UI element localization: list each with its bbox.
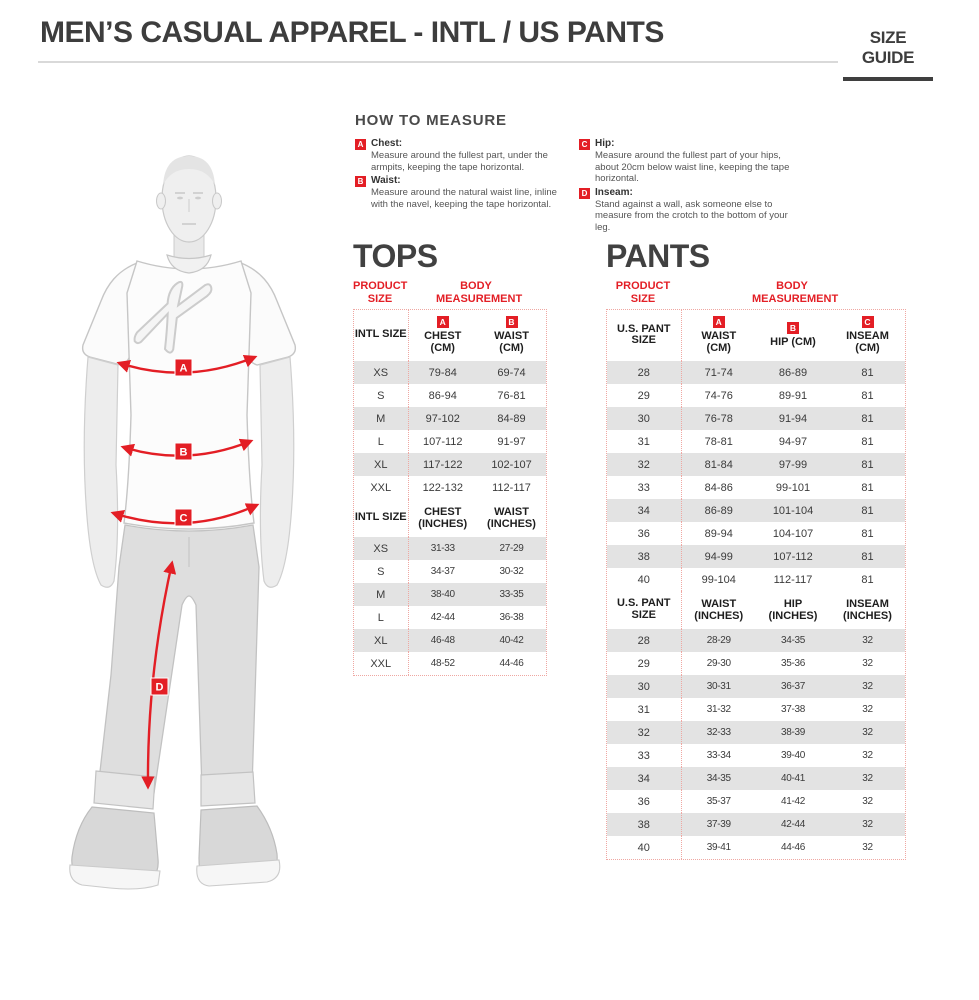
inseam-cell: 32: [862, 658, 873, 669]
waist-cell: 102-107: [477, 453, 546, 476]
pants-inch-waist-header: [681, 591, 756, 629]
waist-cell: 76-81: [497, 389, 526, 402]
waist-cell: 81-84: [681, 453, 756, 476]
size-cell: XXL: [354, 476, 408, 499]
measure-column-left: [355, 138, 571, 235]
inseam-cell: 32: [830, 629, 905, 652]
table-row: [354, 476, 546, 499]
size-cell: 28: [607, 361, 681, 384]
measure-description: Measure around the natural waist line, inline with the navel, keeping the tape horizontal.: [371, 187, 557, 210]
waist-cell: 30-32: [499, 566, 524, 577]
column-label: INSEAM (INCHES): [843, 598, 892, 622]
measure-description: Stand against a wall, ask someone else to measure from the crotch to the bottom of your leg.: [595, 198, 788, 233]
measure-text: [595, 187, 793, 234]
tops-cm-chest-header: [408, 310, 477, 361]
hip-cell: 104-107: [772, 527, 814, 540]
inseam-cell: 32: [830, 813, 905, 836]
hip-cell: 41-42: [780, 796, 806, 807]
product-size-text: PRODUCT SIZE: [615, 280, 671, 305]
measure-text: [595, 138, 793, 185]
figure-arm-left: [84, 357, 118, 587]
table-row: [607, 813, 905, 836]
size-cell: 36: [607, 522, 681, 545]
pants-cm-size-header: U.S. PANT SIZE: [607, 310, 681, 361]
size-cell: 29: [607, 652, 681, 675]
hip-cell: 44-46: [780, 842, 806, 853]
tops-cm-size-header: INTL SIZE: [354, 310, 408, 361]
size-cell: 31: [607, 698, 681, 721]
tops-inch-size-header: INTL SIZE: [354, 499, 408, 537]
table-row: [354, 583, 546, 606]
size-cell: 38: [607, 545, 681, 568]
figure-pants: [98, 525, 259, 793]
chest-cell: 117-122: [408, 453, 477, 476]
inseam-cell: 81: [830, 545, 905, 568]
waist-cell: 69-74: [477, 361, 546, 384]
size-cell: S: [354, 560, 408, 583]
measure-item: [355, 175, 571, 210]
column-label: WAIST (CM): [494, 330, 529, 354]
pants-cm-hip-header: [756, 310, 830, 361]
tops-inch-rows: [354, 537, 546, 675]
inseam-cell: 32: [862, 750, 873, 761]
size-cell: 40: [607, 568, 681, 591]
pants-table: [606, 309, 906, 860]
hip-cell: 107-112: [756, 545, 830, 568]
hip-cell: 35-36: [780, 658, 806, 669]
tops-inch-chest-header: [408, 499, 477, 537]
chest-cell: 46-48: [408, 629, 477, 652]
column-label: INSEAM (CM): [846, 330, 889, 354]
inseam-cell: 81: [830, 407, 905, 430]
column-label: CHEST (CM): [424, 330, 462, 354]
size-guide-tab[interactable]: SIZE GUIDE: [843, 28, 933, 81]
inseam-cell: 32: [862, 796, 873, 807]
tops-title: TOPS: [353, 238, 438, 274]
table-row: [607, 453, 905, 476]
size-cell: XXL: [354, 652, 408, 675]
table-row: [607, 652, 905, 675]
table-row: [607, 744, 905, 767]
chest-cell: 31-33: [408, 537, 477, 560]
hip-cell: 89-91: [778, 389, 808, 402]
table-row: [354, 407, 546, 430]
inseam-cell: 81: [830, 361, 905, 384]
measure-key-badge: A: [355, 139, 366, 150]
tops-cm-header-row: [354, 310, 546, 361]
hip-cell: 39-40: [780, 750, 806, 761]
waist-cell: 31-32: [706, 704, 731, 715]
hip-cell: 36-37: [756, 675, 830, 698]
column-label: CHEST (INCHES): [418, 506, 468, 530]
body-measurement-figure: [55, 135, 335, 945]
waist-cell: 89-94: [704, 527, 733, 540]
column-label: HIP (CM): [770, 335, 816, 348]
waist-cell: 44-46: [499, 658, 524, 669]
marker-b-figure-label: B: [179, 446, 188, 459]
pants-title: PANTS: [606, 238, 710, 274]
pants-inch-header-row: [607, 591, 905, 629]
table-row: [607, 522, 905, 545]
measure-label: Hip:: [595, 138, 615, 149]
table-row: [607, 407, 905, 430]
size-cell: 33: [607, 744, 681, 767]
waist-cell: 29-30: [706, 658, 731, 669]
measure-item: [579, 138, 795, 185]
measure-text: [371, 175, 569, 210]
hip-cell: 42-44: [756, 813, 830, 836]
marker-b-badge: B: [506, 316, 518, 328]
chest-cell: 42-44: [430, 612, 455, 623]
hip-cell: 40-41: [756, 767, 830, 790]
hip-cell: 99-101: [775, 481, 811, 494]
figure-cuff-left: [94, 771, 155, 809]
inseam-cell: 81: [861, 435, 874, 448]
waist-cell: 40-42: [477, 629, 546, 652]
measure-key-badge: D: [579, 188, 590, 199]
table-row: [607, 675, 905, 698]
pants-inch-size-header: U.S. PANT SIZE: [607, 591, 681, 629]
waist-cell: 112-117: [492, 481, 531, 494]
how-to-measure-title: HOW TO MEASURE: [355, 112, 507, 129]
product-size-label: [353, 280, 407, 305]
tops-section: [353, 240, 547, 676]
table-row: [607, 767, 905, 790]
size-cell: S: [354, 384, 408, 407]
header-divider: [38, 61, 838, 63]
size-cell: 32: [607, 453, 681, 476]
size-cell: 30: [607, 675, 681, 698]
waist-cell: 33-35: [477, 583, 546, 606]
hip-cell: 101-104: [756, 499, 830, 522]
waist-cell: 35-37: [706, 796, 731, 807]
waist-cell: 28-29: [681, 629, 756, 652]
body-measurement-label: [407, 280, 545, 305]
pants-cm-header-row: [607, 310, 905, 361]
hip-cell: 38-39: [756, 721, 830, 744]
measure-label: Chest:: [371, 138, 403, 149]
inseam-cell: 81: [830, 499, 905, 522]
column-label: HIP (INCHES): [768, 598, 818, 622]
product-size-label: [606, 280, 680, 305]
table-row: [354, 537, 546, 560]
waist-cell: 94-99: [681, 545, 756, 568]
measure-column-right: [579, 138, 795, 235]
size-cell: L: [354, 430, 408, 453]
waist-cell: 76-78: [681, 407, 756, 430]
table-row: [354, 430, 546, 453]
table-row: [607, 384, 905, 407]
inseam-cell: 32: [830, 767, 905, 790]
waist-cell: 33-34: [706, 750, 731, 761]
table-row: [354, 606, 546, 629]
inseam-cell: 81: [830, 453, 905, 476]
marker-a-badge: A: [713, 316, 725, 328]
pants-column-labels: [606, 280, 906, 305]
table-row: [354, 361, 546, 384]
column-label: WAIST (INCHES): [694, 598, 744, 622]
table-row: [607, 568, 905, 591]
size-cell: XL: [354, 453, 408, 476]
marker-b-badge: B: [787, 322, 799, 334]
pants-cm-inseam-header: [830, 310, 905, 361]
waist-cell: 32-33: [681, 721, 756, 744]
marker-c-badge: C: [862, 316, 874, 328]
size-cell: 29: [607, 384, 681, 407]
waist-cell: 84-86: [704, 481, 733, 494]
size-cell: 28: [607, 629, 681, 652]
size-cell: 33: [607, 476, 681, 499]
size-cell: 38: [607, 813, 681, 836]
figure-cuff-right: [201, 772, 255, 806]
chest-cell: 79-84: [408, 361, 477, 384]
mannequin-illustration: [55, 135, 335, 945]
table-row: [607, 698, 905, 721]
table-row: [607, 476, 905, 499]
tops-cm-rows: [354, 361, 546, 499]
tops-cm-waist-header: [477, 310, 546, 361]
size-cell: XS: [354, 361, 408, 384]
waist-cell: 36-38: [499, 612, 524, 623]
inseam-cell: 32: [830, 721, 905, 744]
figure-arm-right: [260, 357, 294, 587]
table-row: [354, 560, 546, 583]
tops-inch-header-row: [354, 499, 546, 537]
measure-text: [371, 138, 569, 173]
pants-inch-rows: [607, 629, 905, 859]
figure-ear-right: [213, 193, 222, 209]
marker-a-badge: A: [437, 316, 449, 328]
marker-a-figure-label: A: [179, 362, 188, 375]
measure-description: Measure around the fullest part, under the armpits, keeping the tape horizontal.: [371, 150, 548, 173]
hip-cell: 86-89: [756, 361, 830, 384]
inseam-cell: 32: [862, 704, 873, 715]
chest-cell: 38-40: [408, 583, 477, 606]
size-cell: M: [354, 583, 408, 606]
pants-inch-hip-header: [756, 591, 830, 629]
waist-cell: 34-35: [681, 767, 756, 790]
size-cell: 36: [607, 790, 681, 813]
table-row: [607, 629, 905, 652]
marker-d-figure-label: D: [155, 681, 164, 694]
waist-cell: 30-31: [681, 675, 756, 698]
table-row: [607, 430, 905, 453]
table-row: [607, 545, 905, 568]
size-cell: 30: [607, 407, 681, 430]
column-label: WAIST (CM): [701, 330, 737, 354]
waist-cell: 84-89: [477, 407, 546, 430]
measure-key-badge: B: [355, 176, 366, 187]
inseam-cell: 81: [861, 481, 874, 494]
body-measurement-label: [680, 280, 904, 305]
inseam-cell: 32: [830, 675, 905, 698]
waist-cell: 86-89: [681, 499, 756, 522]
chest-cell: 48-52: [430, 658, 455, 669]
tops-column-labels: [353, 280, 547, 305]
inseam-cell: 32: [862, 842, 873, 853]
waist-cell: 74-76: [704, 389, 733, 402]
waist-cell: 78-81: [704, 435, 733, 448]
size-cell: M: [354, 407, 408, 430]
waist-cell: 71-74: [681, 361, 756, 384]
size-cell: L: [354, 606, 408, 629]
waist-cell: 27-29: [477, 537, 546, 560]
measure-item: [579, 187, 795, 234]
inseam-cell: 81: [861, 389, 874, 402]
measure-item: [355, 138, 571, 173]
marker-c-figure-label: C: [179, 512, 188, 525]
product-size-text: PRODUCT SIZE: [353, 280, 408, 305]
waist-cell: 37-39: [681, 813, 756, 836]
size-cell: XL: [354, 629, 408, 652]
pants-cm-rows: [607, 361, 905, 591]
pants-section: [606, 240, 906, 860]
size-cell: XS: [354, 537, 408, 560]
table-row: [607, 361, 905, 384]
inseam-cell: 81: [861, 527, 874, 540]
hip-cell: 97-99: [756, 453, 830, 476]
table-row: [354, 384, 546, 407]
measure-label: Inseam:: [595, 186, 633, 198]
body-measurement-text: BODY MEASUREMENT: [752, 280, 839, 305]
table-row: [607, 836, 905, 859]
body-measurement-text: BODY MEASUREMENT: [436, 280, 523, 305]
pants-inch-inseam-header: [830, 591, 905, 629]
measure-key-badge: C: [579, 139, 590, 150]
size-cell: 40: [607, 836, 681, 859]
table-row: [354, 652, 546, 675]
table-row: [607, 499, 905, 522]
tops-table: [353, 309, 547, 676]
hip-cell: 112-117: [773, 573, 813, 586]
hip-cell: 37-38: [780, 704, 806, 715]
hip-cell: 94-97: [778, 435, 808, 448]
column-label: WAIST (INCHES): [487, 506, 536, 530]
measure-columns: [355, 138, 795, 235]
waist-cell: 99-104: [701, 573, 736, 586]
hip-cell: 91-94: [756, 407, 830, 430]
size-cell: 31: [607, 430, 681, 453]
pants-cm-waist-header: [681, 310, 756, 361]
page-title: MEN’S CASUAL APPAREL - INTL / US PANTS: [40, 16, 664, 49]
chest-cell: 122-132: [422, 481, 463, 494]
measure-label: Waist:: [371, 175, 401, 186]
tops-inch-waist-header: [477, 499, 546, 537]
table-row: [354, 453, 546, 476]
chest-cell: 97-102: [408, 407, 477, 430]
size-cell: 34: [607, 499, 681, 522]
figure-ear-left: [157, 193, 166, 209]
waist-cell: 39-41: [706, 842, 731, 853]
table-row: [354, 629, 546, 652]
chest-cell: 34-37: [430, 566, 455, 577]
hip-cell: 34-35: [756, 629, 830, 652]
chest-cell: 107-112: [422, 435, 463, 448]
size-cell: 32: [607, 721, 681, 744]
table-row: [607, 721, 905, 744]
table-row: [607, 790, 905, 813]
inseam-cell: 81: [861, 573, 874, 586]
how-to-measure-section: [355, 112, 795, 235]
measure-description: Measure around the fullest part of your hips, about 20cm below waist line, keeping the tape horizontal.: [595, 150, 790, 184]
size-cell: 34: [607, 767, 681, 790]
chest-cell: 86-94: [428, 389, 457, 402]
waist-cell: 91-97: [497, 435, 526, 448]
